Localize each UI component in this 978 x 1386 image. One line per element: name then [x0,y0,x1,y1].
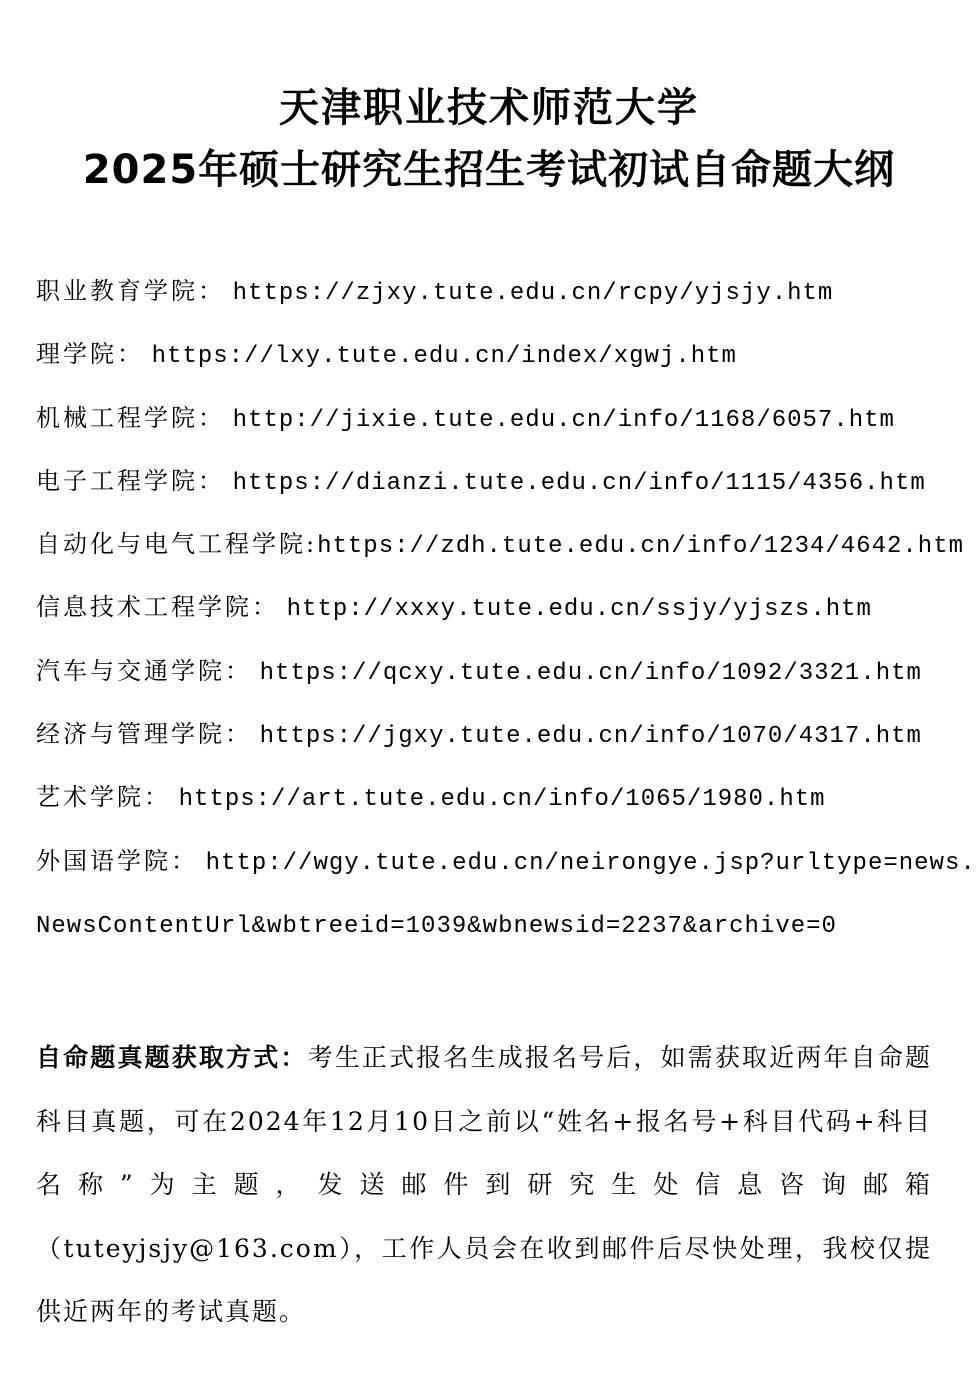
college-row-mechanical-engineering [36,397,956,460]
college-name: 汽车与交通学院 [36,656,225,685]
college-url-link[interactable]: https://lxy.tute.edu.cn/index/xgwj.htm [151,343,737,371]
college-url-link[interactable]: https://zdh.tute.edu.cn/info/1234/4642.htm [317,533,964,561]
separator: ： [225,656,252,685]
college-name: 经济与管理学院 [36,720,225,749]
separator: : [306,530,318,559]
college-name: 自动化与电气工程学院 [36,530,306,559]
college-row-automotive-transportation [36,650,956,713]
college-row-art [36,776,956,839]
college-name: 电子工程学院 [36,466,198,495]
college-name: 信息技术工程学院 [36,593,252,622]
document-title-syllabus: 2025年硕士研究生招生考试初试自命题大纲 [82,147,896,193]
separator: ： [198,403,225,432]
college-row-automation-electrical [36,523,964,586]
separator: ： [117,340,144,369]
college-row-foreign-languages [36,840,976,903]
college-row-science [36,333,956,396]
college-url-link-continued[interactable]: NewsContentUrl&wbtreeid=1039&wbnewsid=2237&archive=0 [36,912,837,940]
college-name: 职业教育学院 [36,277,198,305]
document-title-university: 天津职业技术师范大学 [279,85,699,131]
college-link-list [36,270,976,966]
college-url-link[interactable]: http://xxxy.tute.edu.cn/ssjy/yjszs.htm [286,596,872,624]
separator: ： [198,277,225,305]
college-name: 机械工程学院 [36,403,198,432]
college-url-link[interactable]: https://zjxy.tute.edu.cn/rcpy/yjsjy.htm [232,280,834,307]
separator: ： [198,466,225,495]
college-row-vocational-education [36,270,956,333]
exam-paper-access-notice [36,1026,932,1344]
college-row-economics-management [36,713,956,776]
separator: ： [171,846,198,875]
college-url-link[interactable]: http://jixie.tute.edu.cn/info/1168/6057.htm [232,406,895,434]
college-name: 理学院 [36,340,117,369]
notice-label: 自命题真题获取方式： [36,1043,308,1072]
college-url-link[interactable]: https://art.tute.edu.cn/info/1065/1980.htm [178,786,826,814]
college-url-link[interactable]: https://qcxy.tute.edu.cn/info/1092/3321.htm [259,659,922,687]
college-url-link[interactable]: https://jgxy.tute.edu.cn/info/1070/4317.htm [259,723,922,751]
notice-text: 考生正式报名生成报名号后，如需获取近两年自命题科目真题，可在2024年12月10日之前以“姓名+报名号+科目代码+科目名称”为主题，发送邮件到研究生处信息咨询邮箱（tuteyjsjy@163.com），工作人员会在收到邮件后尽快处理，我校仅提供近两年的考试真题。 [36,1043,932,1326]
college-row-information-technology [36,586,956,649]
college-name: 艺术学院 [36,783,144,812]
separator: ： [225,720,252,749]
college-row-electronic-engineering [36,460,956,523]
college-url-link[interactable]: http://wgy.tute.edu.cn/neirongye.jsp?urltype=news. [205,849,976,877]
college-name: 外国语学院 [36,846,171,875]
college-row-foreign-languages-url-continued [36,903,956,966]
college-url-link[interactable]: https://dianzi.tute.edu.cn/info/1115/4356.htm [232,469,926,497]
separator: ： [252,593,279,622]
separator: ： [144,783,171,812]
